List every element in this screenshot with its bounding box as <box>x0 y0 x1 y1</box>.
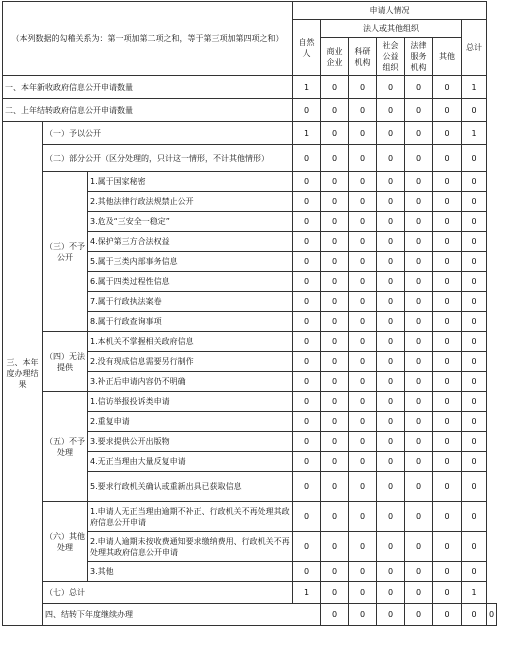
total-header: 总计 <box>462 20 487 76</box>
value-cell: 0 <box>321 122 349 145</box>
value-cell: 0 <box>462 212 487 232</box>
row-label: 4.保护第三方合法权益 <box>88 232 293 252</box>
value-cell: 0 <box>377 432 405 452</box>
value-cell: 0 <box>433 76 462 99</box>
subcol-research: 科研机构 <box>349 38 377 76</box>
value-cell: 0 <box>293 432 321 452</box>
other-handle-label: （六）其他处理 <box>43 502 88 582</box>
value-cell: 0 <box>405 452 433 472</box>
value-cell: 0 <box>462 562 487 582</box>
value-cell: 0 <box>462 292 487 312</box>
value-cell: 0 <box>377 502 405 532</box>
cannot-provide-label: （四）无法提供 <box>43 332 88 392</box>
value-cell: 0 <box>293 292 321 312</box>
value-cell: 0 <box>462 272 487 292</box>
value-cell: 0 <box>462 432 487 452</box>
value-cell: 0 <box>405 172 433 192</box>
subcol-legal-service: 法律服务机构 <box>405 38 433 76</box>
value-cell: 0 <box>433 252 462 272</box>
value-cell: 0 <box>293 352 321 372</box>
value-cell: 0 <box>321 232 349 252</box>
row-label: 3.其他 <box>88 562 293 582</box>
value-cell: 0 <box>293 502 321 532</box>
value-cell: 0 <box>405 332 433 352</box>
disclosure-table <box>2 1 497 626</box>
row-label: 3.危及“三安全一稳定” <box>88 212 293 232</box>
table-row <box>3 582 497 604</box>
value-cell: 0 <box>349 292 377 312</box>
value-cell: 0 <box>433 532 462 562</box>
value-cell: 0 <box>377 212 405 232</box>
value-cell: 0 <box>433 212 462 232</box>
value-cell: 0 <box>349 532 377 562</box>
table-row <box>3 604 497 626</box>
value-cell: 0 <box>433 452 462 472</box>
value-cell: 0 <box>462 532 487 562</box>
value-cell: 0 <box>349 332 377 352</box>
value-cell: 0 <box>433 232 462 252</box>
value-cell: 0 <box>377 392 405 412</box>
value-cell: 0 <box>405 372 433 392</box>
value-cell: 0 <box>293 532 321 562</box>
value-cell: 0 <box>321 372 349 392</box>
value-cell: 0 <box>433 122 462 145</box>
value-cell: 1 <box>462 582 487 604</box>
table-row <box>3 172 497 192</box>
value-cell: 0 <box>321 212 349 232</box>
row-label: 7.属于行政执法案卷 <box>88 292 293 312</box>
row-label: 5.要求行政机关确认或重新出具已获取信息 <box>88 472 293 502</box>
row-label: 1.信访举报投诉类申请 <box>88 392 293 412</box>
value-cell: 0 <box>433 562 462 582</box>
value-cell: 0 <box>377 292 405 312</box>
value-cell: 0 <box>349 604 377 626</box>
row-label: 2.重复申请 <box>88 412 293 432</box>
value-cell: 0 <box>433 99 462 122</box>
value-cell: 0 <box>293 272 321 292</box>
value-cell: 0 <box>377 582 405 604</box>
table-row <box>3 332 497 352</box>
value-cell: 0 <box>377 562 405 582</box>
not-open-label: （三）不予公开 <box>43 172 88 332</box>
row-label: 3.补正后申请内容仍不明确 <box>88 372 293 392</box>
value-cell: 0 <box>377 232 405 252</box>
value-cell: 0 <box>405 562 433 582</box>
value-cell: 0 <box>293 145 321 172</box>
natural-person-header: 自然人 <box>293 20 321 76</box>
value-cell: 0 <box>349 432 377 452</box>
value-cell: 0 <box>321 292 349 312</box>
row-label: （一）予以公开 <box>43 122 293 145</box>
row-label: 4.无正当理由大量反复申请 <box>88 452 293 472</box>
table-row <box>3 99 497 122</box>
value-cell: 0 <box>405 532 433 562</box>
row-label: 8.属于行政查询事项 <box>88 312 293 332</box>
value-cell: 0 <box>321 145 349 172</box>
value-cell: 0 <box>405 502 433 532</box>
subcol-business: 商业企业 <box>321 38 349 76</box>
value-cell: 0 <box>433 172 462 192</box>
table-row <box>3 122 497 145</box>
value-cell: 0 <box>349 502 377 532</box>
value-cell: 0 <box>433 502 462 532</box>
value-cell: 0 <box>377 172 405 192</box>
value-cell: 0 <box>405 212 433 232</box>
value-cell: 0 <box>293 452 321 472</box>
value-cell: 0 <box>349 272 377 292</box>
row-label: 2.没有现成信息需要另行制作 <box>88 352 293 372</box>
table-row <box>3 502 497 532</box>
value-cell: 0 <box>293 212 321 232</box>
value-cell: 0 <box>462 352 487 372</box>
table-row <box>3 392 497 412</box>
value-cell: 0 <box>462 412 487 432</box>
row-label: 2.其他法律行政法规禁止公开 <box>88 192 293 212</box>
value-cell: 0 <box>321 582 349 604</box>
value-cell: 0 <box>349 472 377 502</box>
value-cell: 0 <box>293 412 321 432</box>
value-cell: 0 <box>462 312 487 332</box>
row-label: 1.属于国家秘密 <box>88 172 293 192</box>
value-cell: 0 <box>405 252 433 272</box>
value-cell: 0 <box>349 352 377 372</box>
row-label: （二）部分公开（区分处理的，只计这一情形，不计其他情形） <box>43 145 293 172</box>
subcol-public-welfare: 社会公益组织 <box>377 38 405 76</box>
value-cell: 0 <box>293 562 321 582</box>
value-cell: 0 <box>321 352 349 372</box>
value-cell: 0 <box>433 392 462 412</box>
value-cell: 0 <box>405 192 433 212</box>
value-cell: 0 <box>349 392 377 412</box>
value-cell: 0 <box>349 172 377 192</box>
value-cell: 0 <box>405 472 433 502</box>
value-cell: 0 <box>405 312 433 332</box>
value-cell: 0 <box>377 472 405 502</box>
value-cell: 0 <box>349 192 377 212</box>
value-cell: 0 <box>405 272 433 292</box>
row-label: 四、结转下年度继续办理 <box>43 604 321 626</box>
table-intro: （本列数据的勾稽关系为：第一项加第二项之和，等于第三项加第四项之和） <box>3 2 293 76</box>
value-cell: 0 <box>321 172 349 192</box>
value-cell: 0 <box>405 122 433 145</box>
value-cell: 0 <box>349 212 377 232</box>
value-cell: 0 <box>293 99 321 122</box>
row-label: 二、上年结转政府信息公开申请数量 <box>3 99 293 122</box>
row-label: 1.申请人无正当理由逾期不补正、行政机关不再处理其政府信息公开申请 <box>88 502 293 532</box>
value-cell: 0 <box>405 352 433 372</box>
value-cell: 0 <box>349 145 377 172</box>
value-cell: 0 <box>377 312 405 332</box>
value-cell: 0 <box>433 292 462 312</box>
value-cell: 0 <box>349 372 377 392</box>
value-cell: 1 <box>293 76 321 99</box>
value-cell: 0 <box>377 452 405 472</box>
value-cell: 0 <box>462 604 487 626</box>
value-cell: 0 <box>377 412 405 432</box>
value-cell: 0 <box>462 252 487 272</box>
value-cell: 0 <box>293 332 321 352</box>
value-cell: 0 <box>462 372 487 392</box>
value-cell: 0 <box>433 432 462 452</box>
value-cell: 0 <box>293 372 321 392</box>
value-cell: 0 <box>349 76 377 99</box>
value-cell: 0 <box>349 582 377 604</box>
value-cell: 0 <box>293 472 321 502</box>
value-cell: 1 <box>462 76 487 99</box>
value-cell: 0 <box>293 232 321 252</box>
value-cell: 0 <box>349 252 377 272</box>
value-cell: 0 <box>433 312 462 332</box>
value-cell: 0 <box>405 145 433 172</box>
value-cell: 0 <box>377 122 405 145</box>
value-cell: 0 <box>377 332 405 352</box>
value-cell: 0 <box>433 412 462 432</box>
value-cell: 0 <box>321 452 349 472</box>
value-cell: 0 <box>321 532 349 562</box>
value-cell: 0 <box>433 372 462 392</box>
value-cell: 0 <box>349 312 377 332</box>
table-row <box>3 145 497 172</box>
value-cell: 0 <box>377 252 405 272</box>
applicant-header: 申请人情况 <box>293 2 487 20</box>
value-cell: 0 <box>293 312 321 332</box>
value-cell: 0 <box>405 412 433 432</box>
value-cell: 0 <box>377 76 405 99</box>
subcol-other: 其他 <box>433 38 462 76</box>
value-cell: 0 <box>405 76 433 99</box>
value-cell: 0 <box>349 99 377 122</box>
row-label: 3.要求提供公开出版物 <box>88 432 293 452</box>
value-cell: 0 <box>462 452 487 472</box>
table-row <box>3 76 497 99</box>
value-cell: 0 <box>377 372 405 392</box>
value-cell: 0 <box>349 562 377 582</box>
value-cell: 0 <box>377 145 405 172</box>
value-cell: 0 <box>293 192 321 212</box>
value-cell: 0 <box>293 172 321 192</box>
value-cell: 0 <box>462 192 487 212</box>
value-cell: 0 <box>462 332 487 352</box>
row-label: 一、本年新收政府信息公开申请数量 <box>3 76 293 99</box>
value-cell: 0 <box>462 392 487 412</box>
value-cell: 0 <box>433 472 462 502</box>
value-cell: 0 <box>433 272 462 292</box>
value-cell: 1 <box>293 582 321 604</box>
value-cell: 0 <box>321 472 349 502</box>
value-cell: 0 <box>349 452 377 472</box>
legal-org-header: 法人或其他组织 <box>321 20 462 38</box>
value-cell: 0 <box>462 99 487 122</box>
value-cell: 0 <box>462 232 487 252</box>
value-cell: 0 <box>377 604 405 626</box>
value-cell: 0 <box>405 99 433 122</box>
value-cell: 0 <box>349 412 377 432</box>
value-cell: 0 <box>377 192 405 212</box>
value-cell: 0 <box>377 352 405 372</box>
value-cell: 0 <box>321 252 349 272</box>
value-cell: 0 <box>321 392 349 412</box>
value-cell: 0 <box>321 604 349 626</box>
results-section-label: 三、本年度办理结果 <box>3 122 43 626</box>
value-cell: 0 <box>377 99 405 122</box>
row-label: 5.属于三类内部事务信息 <box>88 252 293 272</box>
value-cell: 0 <box>433 332 462 352</box>
value-cell: 0 <box>349 122 377 145</box>
value-cell: 0 <box>349 232 377 252</box>
value-cell: 0 <box>405 604 433 626</box>
value-cell: 0 <box>321 562 349 582</box>
value-cell: 0 <box>487 604 497 626</box>
value-cell: 0 <box>321 76 349 99</box>
value-cell: 0 <box>433 192 462 212</box>
value-cell: 0 <box>405 292 433 312</box>
value-cell: 0 <box>405 582 433 604</box>
row-label: 1.本机关不掌握相关政府信息 <box>88 332 293 352</box>
value-cell: 0 <box>433 145 462 172</box>
value-cell: 0 <box>462 502 487 532</box>
value-cell: 0 <box>321 312 349 332</box>
value-cell: 0 <box>377 532 405 562</box>
value-cell: 0 <box>405 232 433 252</box>
value-cell: 1 <box>462 122 487 145</box>
value-cell: 0 <box>405 392 433 412</box>
value-cell: 0 <box>321 432 349 452</box>
value-cell: 0 <box>321 192 349 212</box>
value-cell: 0 <box>433 604 462 626</box>
no-handle-label: （五）不予处理 <box>43 392 88 502</box>
value-cell: 0 <box>321 412 349 432</box>
row-label: 2.申请人逾期未按收费通知要求缴纳费用、行政机关不再处理其政府信息公开申请 <box>88 532 293 562</box>
value-cell: 0 <box>321 502 349 532</box>
value-cell: 0 <box>321 272 349 292</box>
value-cell: 0 <box>462 145 487 172</box>
row-label: （七）总计 <box>43 582 293 604</box>
value-cell: 0 <box>293 392 321 412</box>
value-cell: 0 <box>462 172 487 192</box>
value-cell: 0 <box>293 252 321 272</box>
value-cell: 0 <box>433 352 462 372</box>
value-cell: 0 <box>377 272 405 292</box>
row-label: 6.属于四类过程性信息 <box>88 272 293 292</box>
value-cell: 0 <box>321 99 349 122</box>
value-cell: 0 <box>462 472 487 502</box>
value-cell: 0 <box>321 332 349 352</box>
value-cell: 0 <box>405 432 433 452</box>
value-cell: 1 <box>293 122 321 145</box>
value-cell: 0 <box>433 582 462 604</box>
